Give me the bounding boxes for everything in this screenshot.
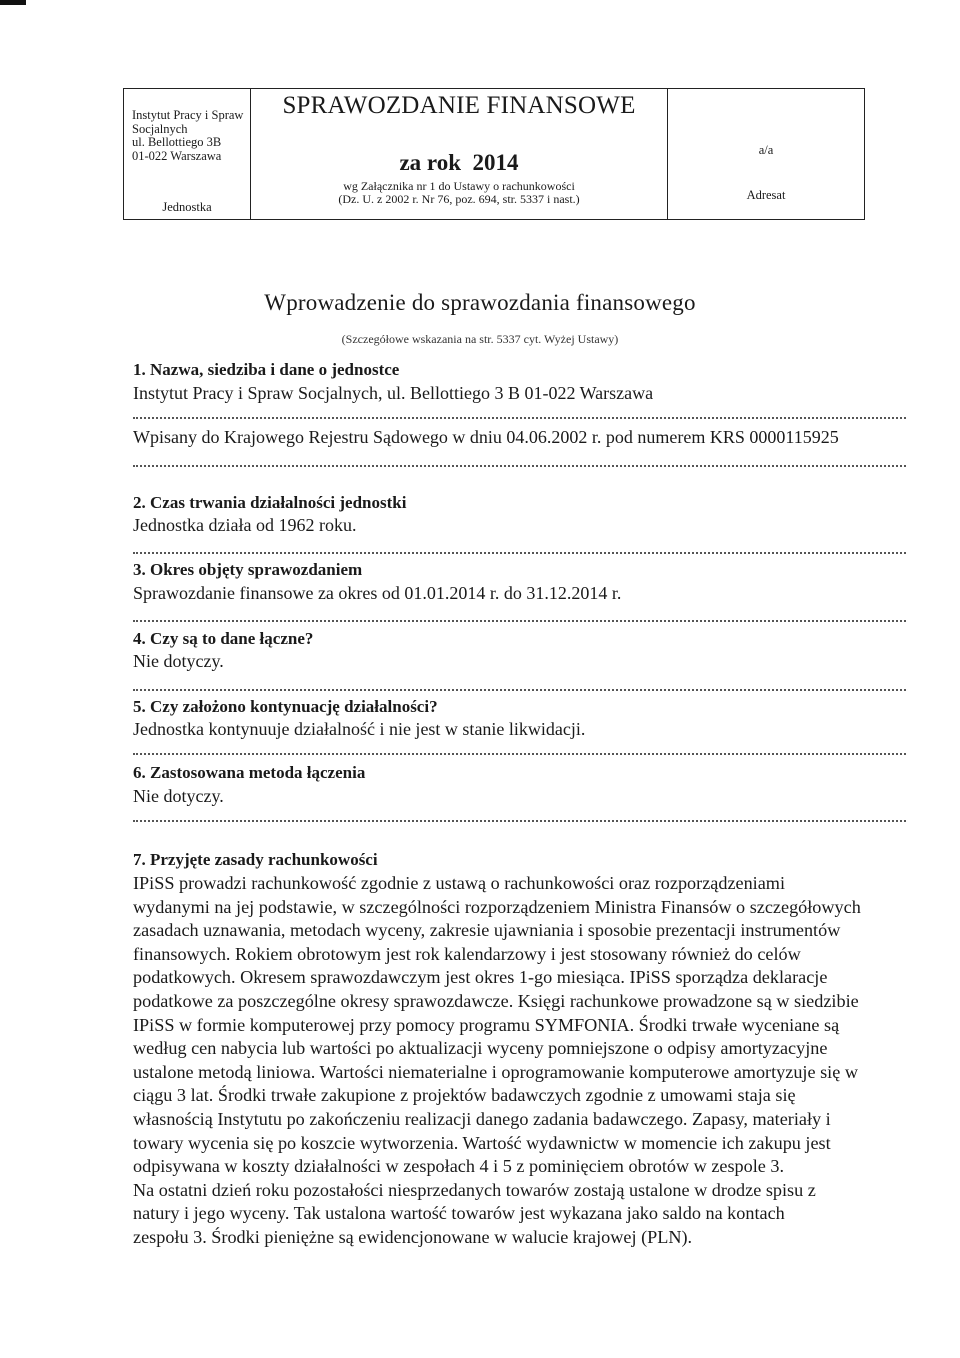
report-title: SPRAWOZDANIE FINANSOWE (282, 92, 636, 119)
section2-line1: Jednostka działa od 1962 roku. (133, 515, 357, 535)
section7-heading: 7. Przyjęte zasady rachunkowości (133, 850, 378, 869)
section5-line1: Jednostka kontynuuje działalność i nie jest w stanie likwidacji. (133, 719, 586, 739)
dotted-rule (133, 820, 906, 822)
section3-heading: 3. Okres objęty sprawozdaniem (133, 560, 363, 579)
intro-note: (Szczegółowe wskazania na str. 5337 cyt. Wyżej Ustawy) (341, 332, 619, 346)
section4-heading: 4. Czy są to dane łączne? (133, 629, 314, 648)
aa-label: a/a (758, 143, 774, 157)
addressee-cell (668, 89, 864, 219)
legal-basis-line1: wg Załącznika nr 1 do Ustawy o rachunkowości (343, 179, 575, 193)
section2-heading: 2. Czas trwania działalności jednostki (133, 493, 407, 512)
addressee-label: Adresat (746, 188, 786, 202)
report-year: za rok 2014 (399, 150, 519, 175)
dotted-rule (133, 620, 906, 622)
unit-address-city: 01-022 Warszawa (132, 148, 222, 163)
unit-cell (124, 89, 251, 219)
dotted-rule (133, 417, 906, 419)
section3-line1: Sprawozdanie finansowe za okres od 01.01.2014 r. do 31.12.2014 r. (133, 583, 622, 603)
section6-line1: Nie dotyczy. (133, 786, 224, 806)
section1-heading: 1. Nazwa, siedziba i dane o jednostce (133, 360, 400, 379)
section1-line1: Instytut Pracy i Spraw Socjalnych, ul. Bellottiego 3 B 01-022 Warszawa (133, 383, 654, 403)
dotted-rule (133, 753, 906, 755)
dotted-rule (133, 689, 906, 691)
section4-line1: Nie dotyczy. (133, 651, 224, 671)
section1-line2: Wpisany do Krajowego Rejestru Sądowego w dniu 04.06.2002 r. pod numerem KRS 0000115925 (133, 427, 839, 447)
unit-label: Jednostka (162, 200, 212, 215)
accounting-principles-paragraph: IPiSS prowadzi rachunkowość zgodnie z ustawą o rachunkowości oraz rozporządzeniami wydanymi na jej podstawie, w szczególności rozporządzeniem Ministra Finansów o szczegółowych zasadach uznawania, metodach wyceny, zakresie ujawniania i sposobie prezentacji instrumentów finansowych. Rokiem obrotowym jest rok kalendarzowy i jest stosowany również do celów podatkowych. Okresem sprawozdawczym jest okres 1-go miesiąca. IPiSS sporządza deklaracje podatkowe za poszczególne okresy sprawozdawcze. Księgi rachunkowe prowadzone są w siedzibie IPiSS w formie komputerowej przy pomocy programu SYMFONIA. Środki trwałe wyceniane są według cen nabycia lub wartości po aktualizacji wyceny pomniejszone o odpisy amortyzacyjne ustalone metodą liniowa. Wartości niematerialne i oprogramowanie komputerowe amortyzuje się w ciągu 3 lat. Środki trwałe zakupione z projektów badawczych zgodnie z umowami staja się własnością Instytutu po zakończeniu realizacji danego zadania badawczego. Zapasy, materiały i towary wycenia się po koszcie wytworzenia. Wartość wydawnictw w momencie ich zakupu jest odpisywana w koszty działalności w zespołach 4 i 5 z pominięciem obrotów w zespole 3. Na ostatni dzień roku pozostałości niesprzedanych towarów zostają ustalone w drodze spisu z natury i jego wyceny. Tak ustalona wartość towarów jest wykazana jako saldo na kontach zespołu 3. Środki pieniężne są ewidencjonowane w walucie krajowej (PLN). (133, 873, 861, 1247)
legal-basis-line2: (Dz. U. z 2002 r. Nr 76, poz. 694, str. 5337 i nast.) (338, 192, 580, 206)
unit-name: Instytut Pracy i Spraw Socjalnych (132, 108, 244, 136)
intro-title: Wprowadzenie do sprawozdania finansowego (264, 290, 696, 315)
unit-address-street: ul. Bellottiego 3B (132, 135, 222, 150)
dotted-rule (133, 465, 906, 467)
section5-heading: 5. Czy założono kontynuację działalności? (133, 697, 438, 716)
dotted-rule (133, 552, 906, 554)
section6-heading: 6. Zastosowana metoda łączenia (133, 763, 366, 782)
title-cell (251, 89, 668, 219)
report-header (123, 88, 865, 220)
scan-edge-mark (0, 0, 26, 5)
